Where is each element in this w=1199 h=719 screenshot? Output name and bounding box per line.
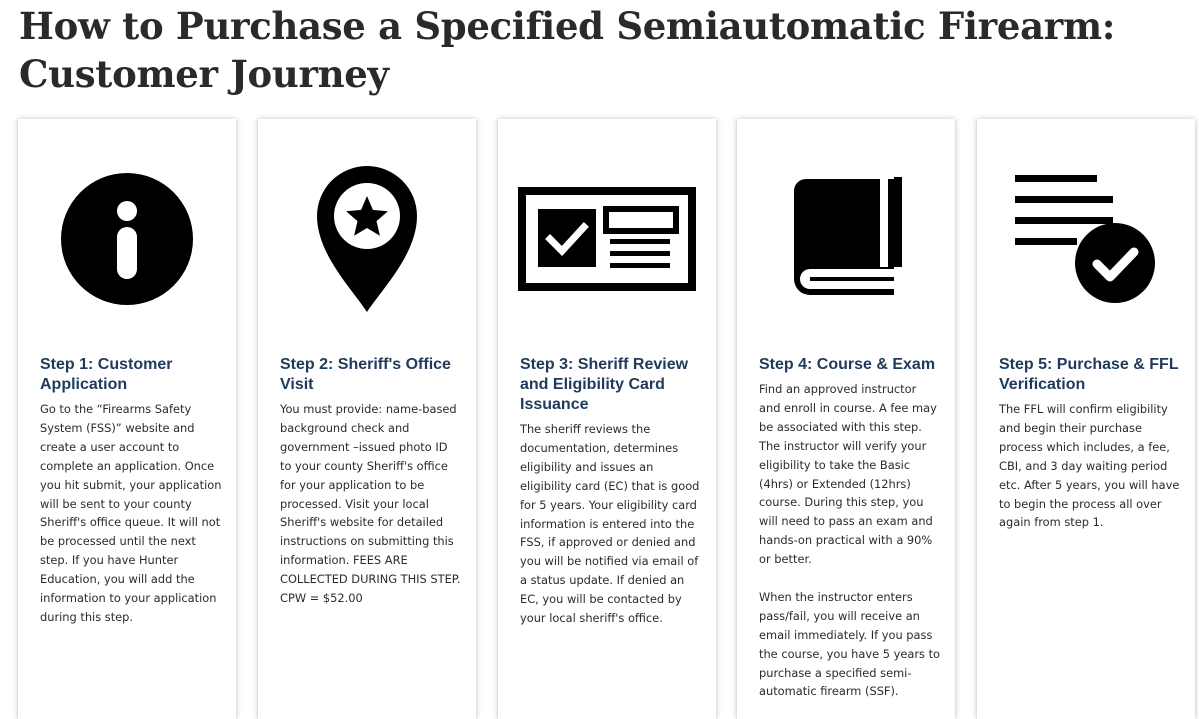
- page-title: How to Purchase a Specified Semiautomatic Firearm: Customer Journey: [19, 4, 1116, 96]
- id-card-check-icon: [498, 149, 716, 329]
- step-paragraph: Find an approved instructor and enroll in course. A fee may be associated with this step. The instructor will verify your eligibility to take the Basic (4hrs) or Extended (12hrs) course. During this step, you will need to pass an exam and hands-on practical with a 90% or better.: [759, 382, 937, 567]
- step-heading: Step 1: Customer Application: [40, 356, 173, 393]
- step-body: [40, 400, 222, 627]
- step-card-2: [258, 119, 476, 719]
- step-card-3: [498, 119, 716, 719]
- step-paragraph: When the instructor enters pass/fail, you will receive an email immediately. If you pass the course, you have 5 years to purchase a specified semi-automatic firearm (SSF).: [759, 589, 941, 699]
- step-heading: Step 2: Sheriff's Office Visit: [280, 356, 451, 393]
- step-card-1: [18, 119, 236, 719]
- step-paragraph: The sheriff reviews the documentation, determines eligibility and issues an eligibility card (EC) that is good for 5 years. Your eligibility card information is entered into the FSS, if approved or denied and you will be notified via email of a status update. If denied an EC, you will be contacted by your local sheriff's office.: [520, 422, 700, 626]
- info-icon: [18, 149, 236, 329]
- step-card-5: [977, 119, 1195, 719]
- step-body: [759, 380, 941, 701]
- step-body: [520, 420, 702, 628]
- step-body: [280, 400, 462, 608]
- step-paragraph: Go to the “Firearms Safety System (FSS)” website and create a user account to complete an application. Once you hit submit, your application will be sent to your county Sheriff's office queue. It will not be processed until the next step. If you have Hunter Education, you will add the information to your application during this step.: [40, 402, 222, 624]
- step-heading: Step 3: Sheriff Review and Eligibility Card Issuance: [520, 356, 689, 413]
- step-paragraph: You must provide: name-based background check and government –issued photo ID to your county Sheriff's office for your application to be processed. Visit your local Sheriff's website for detailed instructions on submitting this information. FEES ARE COLLECTED DURING THIS STEP. CPW = $52.00: [280, 402, 461, 606]
- step-body: [999, 400, 1181, 532]
- location-star-icon: [258, 149, 476, 329]
- step-heading: Step 5: Purchase & FFL Verification: [999, 356, 1179, 393]
- step-paragraph: The FFL will confirm eligibility and begin their purchase process which includes, a fee, CBI, and 3 day waiting period etc. After 5 years, you will have to begin the process all over again from step 1.: [999, 402, 1180, 530]
- document-check-icon: [977, 149, 1195, 329]
- step-card-4: [737, 119, 955, 719]
- book-icon: [737, 149, 955, 329]
- step-heading: Step 4: Course & Exam: [759, 356, 936, 373]
